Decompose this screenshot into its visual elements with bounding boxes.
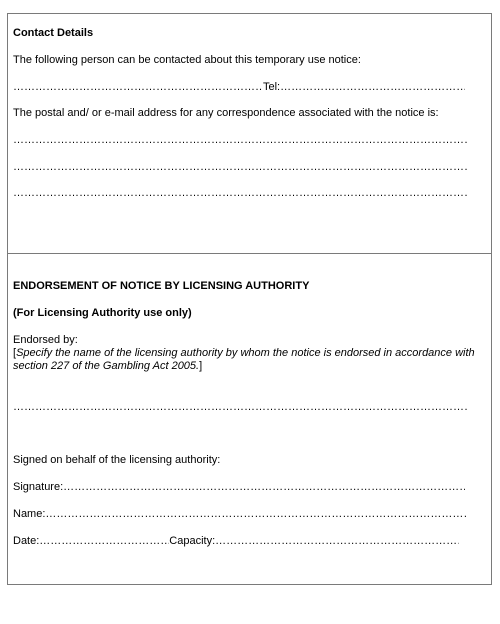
licensing-use-only-subheading: (For Licensing Authority use only) <box>13 307 192 319</box>
address-line-3[interactable] <box>13 187 467 200</box>
capacity-label: Capacity: <box>169 535 216 547</box>
endorsement-heading: ENDORSEMENT OF NOTICE BY LICENSING AUTHORITY <box>13 280 310 292</box>
name-line <box>13 508 467 521</box>
name-field[interactable] <box>45 508 467 521</box>
contact-name-tel-line <box>13 81 465 94</box>
licensing-authority-name-line[interactable] <box>13 401 467 414</box>
endorsed-by-label: Endorsed by: <box>13 334 78 346</box>
address-line-1[interactable] <box>13 134 467 147</box>
signed-on-behalf-text: Signed on behalf of the licensing authority: <box>13 454 221 466</box>
address-intro-text: The postal and/ or e-mail address for any correspondence associated with the notice is: <box>13 107 439 119</box>
address-line-2[interactable] <box>13 161 467 174</box>
contact-intro-text: The following person can be contacted about this temporary use notice: <box>13 54 361 66</box>
signature-line <box>13 481 465 494</box>
instruction-bracket-open: [ <box>13 347 17 359</box>
endorsement-instruction <box>13 347 483 373</box>
contact-name-field[interactable] <box>13 81 263 94</box>
contact-details-heading: Contact Details <box>13 27 94 39</box>
signature-label: Signature: <box>13 481 64 493</box>
tel-field[interactable] <box>280 81 465 94</box>
date-field[interactable] <box>39 535 169 548</box>
signature-field[interactable] <box>63 481 465 494</box>
instruction-bracket-close: ] <box>199 360 203 372</box>
date-capacity-line <box>13 535 459 548</box>
date-label: Date: <box>13 535 40 547</box>
instruction-text: Specify the name of the licensing authority by whom the notice is endorsed in accordance with section 227 of the Gambling Act 2005. <box>13 347 475 372</box>
name-label: Name: <box>13 508 46 520</box>
tel-label: Tel: <box>263 81 281 93</box>
capacity-field[interactable] <box>215 535 459 548</box>
